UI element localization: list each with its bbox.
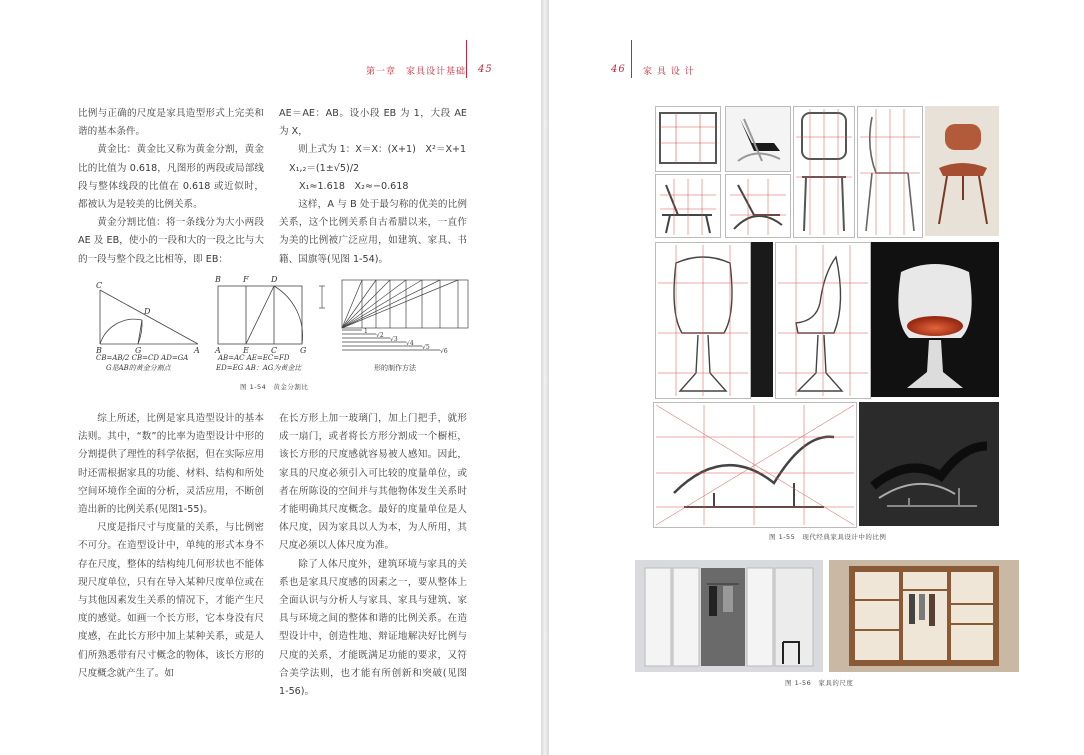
page-number-right-wrap [611,64,626,75]
label-d2: D [271,275,278,284]
left-page [0,0,541,755]
wardrobe-icon [635,560,823,672]
label-f: F [243,275,249,284]
label-a: A [194,346,200,355]
photo-lounge-drawing [653,402,857,528]
photo-grid-chair-1 [655,106,721,172]
photo-barcelona-chair [725,106,791,172]
golden-rectangle-construction [218,286,303,344]
label-b2: B [215,275,221,284]
label-root4: √4 [406,340,414,347]
paragraph: 在长方形上加一玻璃门，加上门把手，就形成一扇门，或者将长方形分割成一个橱柜，该长方形的尺度感就容易被人感知。因此，家具的尺度必须引入可比较的度量单位，或者在所陈设的空间并与其他物体发生关系时才能明确其尺度概念。最好的度量单位是人体尺度，因为家具以人为本，为人所用，其尺度必须以人体尺度为准。 [279,413,467,552]
photo-tulip-drawing-1 [655,242,751,399]
label-g: G [135,346,142,355]
label-1: 1 [364,328,368,335]
label-g2: G [300,346,307,355]
right-page [549,0,1084,755]
header-rule-left [466,40,467,78]
photo-tulip-chair [871,242,999,397]
paragraph: 黄金分割比值：将一条线分为大小两段 AE 及 EB，使小的一段和大的一段之比与大的一段与整个段之比相等，即 EB： [78,217,264,265]
tulip-chair-drawing-icon [776,243,870,398]
golden-section-construction [100,290,198,344]
photo-dark-strip [751,242,773,397]
paragraph: 尺度是指尺寸与度量的关系，与比例密不可分。在造型设计中，单纯的形式本身不存在尺度，整体的结构纯几何形状也不能体现尺度单位，只有在导入某种尺度单位或在与其他因素发生关系的情况下，才能产生尺度的感觉。如画一个长方形，它本身没有尺度感，在此长方形中加上某种关系，或是人们所熟悉带有尺寸概念的物体，该长方形的尺度概念就产生了。如 [78,522,264,679]
label-c2: C [271,346,278,355]
grid-drawing-icon [858,107,922,237]
paragraph: 比例与正确的尺度是家具造型形式上完美和谐的基本条件。 [78,108,264,138]
label-root6: √6 [440,348,448,355]
running-header-right [643,64,695,77]
paragraph: AE＝AE：AB。设小段 EB 为 1，大段 AE 为 X， [279,108,467,138]
book-gutter [541,0,549,755]
photo-grid-chair-4 [793,106,855,238]
page-number-left-wrap [478,64,493,75]
figure-caption-1-56: 图 1-56 家具的尺度 [785,679,854,687]
photo-tulip-drawing-2 [775,242,871,399]
diag2-note-1: AB=AC AE=EC=FD [218,354,290,362]
diag3-note: 形的制作方法 [374,364,416,372]
photo-grid-chair-5 [857,106,923,238]
header-rule-right [631,40,632,78]
diag1-note-1: CB=AB/2 CB=CD AD=GA [96,354,189,362]
paragraph: 综上所述，比例是家具造型设计的基本法则。其中，“数”的比率为造型设计中形的分割提供了理性的科学依据，但在实际应用时还需根据家具的功能、材料、结构和所处空间环境作全面的分析，灵活应用，不断创造出新的比例关系(见图1-55)。 [78,413,264,516]
text-column-2-top [279,105,467,269]
lounge-chair-icon [726,107,790,171]
label-d: D [144,307,151,316]
grid-drawing-icon [656,107,720,171]
label-root3: √3 [390,336,398,343]
photo-grid-chair-2 [655,174,721,238]
grid-drawing-icon [656,175,720,237]
book-title: 家 具 设 计 [643,67,695,77]
page-number-left: 45 [478,64,493,75]
paragraph: 这样，A 与 B 处于最匀称的优美的比例关系，这个比例关系自古希腊以来，一直作为美的比例被广泛应用，如建筑、家具、书籍、国旗等(见图 1-54)。 [279,199,467,265]
diag1-note-2: G是AB的黄金分割点 [106,364,171,372]
label-b: B [96,346,102,355]
tulip-chair-drawing-icon [656,243,750,398]
text-column-2-bottom [279,410,467,701]
running-header-left [366,64,466,77]
page-number-right: 46 [611,64,626,75]
photo-grid-chair-3 [725,174,791,238]
paragraph: 黄金比：黄金比又称为黄金分割，黄金比的比值为 0.618，凡图形的两段或局部线段与整体线段的比值在 0.618 或近似时，都被认为是较美的比例关系。 [78,144,264,211]
diag2-note-2: ED=EG AB：AG为黄金比 [216,364,302,372]
photo-eames-chair [925,106,999,236]
figure-caption-1-55: 图 1-55 现代经典家具设计中的比例 [769,533,887,541]
label-a2: A [215,346,221,355]
equation-3: X₁≈1.618 X₂≈−0.618 [299,180,409,192]
label-root2: √2 [376,332,384,339]
text-column-1-top [78,105,264,269]
figure-1-54 [90,272,470,378]
tulip-chair-icon [871,242,999,397]
photo-wardrobe-wood [829,560,1019,672]
plywood-chair-icon [925,106,999,236]
chaise-longue-icon [859,402,999,526]
figure-caption-1-54: 图 1-54 黄金分割比 [240,383,309,391]
text-column-1-bottom [78,410,264,683]
label-c: C [96,281,103,290]
label-root5: √5 [422,344,430,351]
wardrobe-interior-icon [829,560,1019,672]
equation-2: X₁,₂＝(1±√5)/2 [289,162,360,174]
grid-drawing-icon [794,107,854,237]
chaise-longue-drawing-icon [654,403,856,527]
photo-lounge-chair [859,402,999,526]
photo-wardrobe-white [635,560,823,672]
paragraph: 除了人体尺度外，建筑环境与家具的关系也是家具尺度感的因素之一，要从整体上全面认识与分析人与家具、家具与建筑、家具与环境之间的整体和谐的比例关系。在造型设计中，创造性地、辩证地解决好比例与尺度的关系，才能既满足功能的要求，又符合美学法则，也才能有所创新和突破(见图 1-56)。 [279,558,467,698]
label-e: E [243,346,249,355]
equation-1: 则上式为 1：X＝X：(X+1) X²＝X+1 [298,144,467,156]
chapter-title: 第一章 家具设计基础 [366,67,467,77]
grid-drawing-icon [726,175,790,237]
